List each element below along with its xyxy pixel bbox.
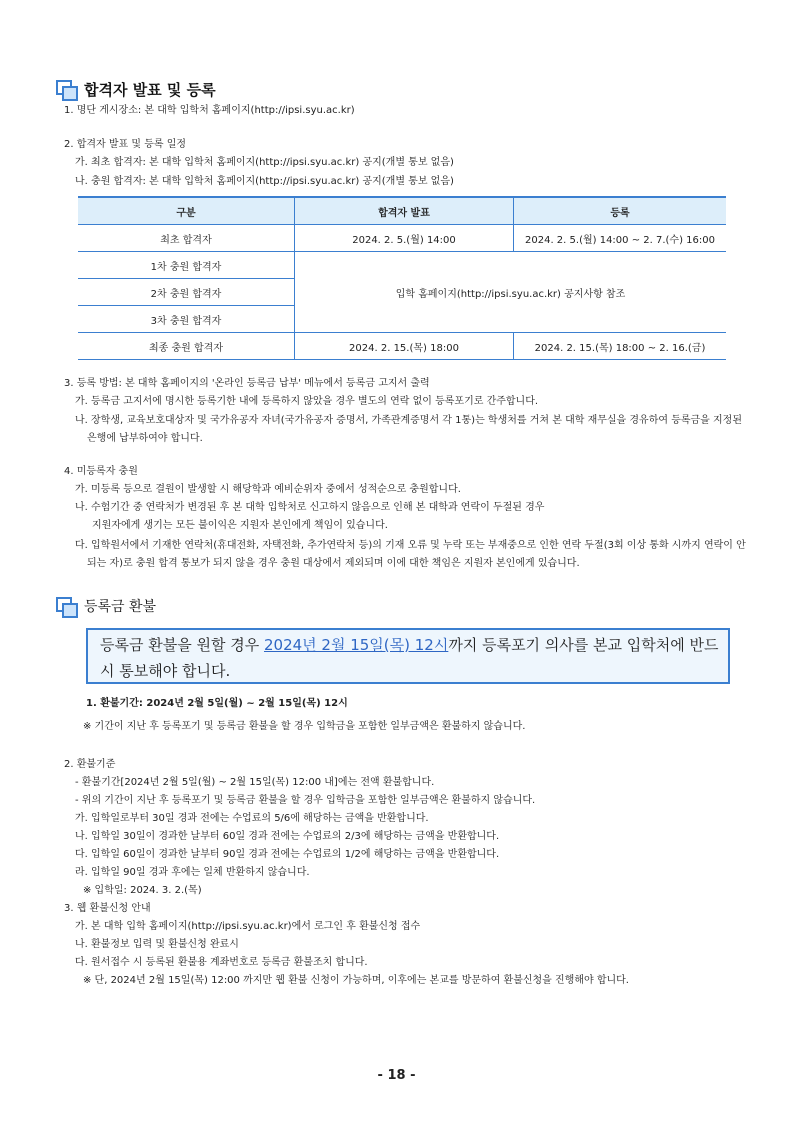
notice-text: 까지 등록포기 의사를 본교 입학처에 반드시 통보해야 합니다. bbox=[100, 636, 719, 680]
section-heading-admission bbox=[56, 79, 216, 100]
notice-deadline: 2024년 2월 15일(목) 12시 bbox=[263, 636, 449, 654]
notice-text: 등록금 환불을 원할 경우 bbox=[100, 636, 264, 654]
page-number: - 18 - bbox=[377, 1068, 416, 1083]
table-row bbox=[78, 333, 726, 360]
table-row bbox=[78, 225, 726, 252]
note: ※ 입학일: 2024. 3. 2.(목) bbox=[83, 885, 202, 896]
list-item: 4. 미등록자 충원 bbox=[64, 466, 138, 477]
table-cell: 1차 충원 합격자 bbox=[78, 252, 295, 279]
list-item: 1. 환불기간: 2024년 2월 5일(월) ~ 2월 15일(목) 12시 bbox=[86, 698, 348, 709]
list-item: 나. 충원 합격자: 본 대학 입학처 홈페이지(http://ipsi.syu.ac.kr) 공지(개별 통보 없음) bbox=[75, 176, 454, 187]
schedule-table bbox=[78, 196, 726, 360]
table-cell: 2024. 2. 15.(목) 18:00 ~ 2. 16.(금) bbox=[514, 333, 727, 360]
table-header-row bbox=[78, 197, 726, 225]
list-item: 2. 합격자 발표 및 등록 일정 bbox=[64, 139, 187, 150]
section-square-icon bbox=[56, 597, 76, 616]
table-header: 구분 bbox=[78, 197, 295, 225]
list-item: 가. 본 대학 입학 홈페이지(http://ipsi.syu.ac.kr)에서 로그인 후 환불신청 접수 bbox=[75, 921, 421, 932]
list-item: 라. 입학일 90일 경과 후에는 일체 반환하지 않습니다. bbox=[75, 867, 310, 878]
table-cell: 2차 충원 합격자 bbox=[78, 279, 295, 306]
refund-notice-box bbox=[86, 628, 730, 684]
table-cell: 2024. 2. 5.(월) 14:00 ~ 2. 7.(수) 16:00 bbox=[514, 225, 727, 252]
table-cell: 2024. 2. 5.(월) 14:00 bbox=[295, 225, 514, 252]
list-item: - 위의 기간이 지난 후 등록포기 및 등록금 환불을 할 경우 입학금을 포함한 일부금액은 환불하지 않습니다. bbox=[75, 795, 536, 806]
list-item: 3. 등록 방법: 본 대학 홈페이지의 '온라인 등록금 납부' 메뉴에서 등록금 고지서 출력 bbox=[64, 378, 430, 389]
list-item: 나. 장학생, 교육보호대상자 및 국가유공자 자녀(국가유공자 증명서, 가족관계증명서 각 1통)는 학생처를 거쳐 본 대학 재무실을 경유하여 등록금을 지정된 은행에 납부하여야 합니다. bbox=[75, 415, 742, 444]
table-cell: 최종 충원 합격자 bbox=[78, 333, 295, 360]
note: ※ 단, 2024년 2월 15일(목) 12:00 까지만 웹 환불 신청이 가능하며, 이후에는 본교를 방문하여 환불신청을 진행해야 합니다. bbox=[83, 975, 629, 986]
table-row bbox=[78, 252, 726, 279]
table-cell: 최초 합격자 bbox=[78, 225, 295, 252]
section-heading-refund bbox=[56, 596, 156, 616]
list-item: - 환불기간[2024년 2월 5일(월) ~ 2월 15일(목) 12:00 내]에는 전액 환불합니다. bbox=[75, 777, 435, 788]
list-item: 지원자에게 생기는 모든 불이익은 지원자 본인에게 책임이 있습니다. bbox=[92, 520, 388, 531]
list-item: 다. 원서접수 시 등록된 환불용 계좌번호로 등록금 환불조치 합니다. bbox=[75, 957, 368, 968]
table-cell: 3차 충원 합격자 bbox=[78, 306, 295, 333]
list-item: 가. 미등록 등으로 결원이 발생할 시 해당학과 예비순위자 중에서 성적순으로 충원합니다. bbox=[75, 484, 461, 495]
list-item: 가. 입학일로부터 30일 경과 전에는 수업료의 5/6에 해당하는 금액을 반환합니다. bbox=[75, 813, 429, 824]
list-item: 가. 최초 합격자: 본 대학 입학처 홈페이지(http://ipsi.syu.ac.kr) 공지(개별 통보 없음) bbox=[75, 157, 454, 168]
list-item: 나. 입학일 30일이 경과한 날부터 60일 경과 전에는 수업료의 2/3에 해당하는 금액을 반환합니다. bbox=[75, 831, 500, 842]
table-merged-cell: 입학 홈페이지(http://ipsi.syu.ac.kr) 공지사항 참조 bbox=[295, 252, 727, 333]
list-item: 1. 명단 게시장소: 본 대학 입학처 홈페이지(http://ipsi.syu.ac.kr) bbox=[64, 105, 355, 116]
list-item: 다. 입학원서에서 기재한 연락처(휴대전화, 자택전화, 추가연락처 등)의 기재 오류 및 누락 또는 부재중으로 인한 연락 두절(3회 이상 통화 시까지 연락이 안되는 자)로 충원 합격 통보가 되지 않을 경우 충원 대상에서 제외되며 이에 대한 책임은 지원자 본인에게 있습니다. bbox=[75, 540, 746, 569]
list-item: 다. 입학일 60일이 경과한 날부터 90일 경과 전에는 수업료의 1/2에 해당하는 금액을 반환합니다. bbox=[75, 849, 500, 860]
list-item: 나. 수험기간 중 연락처가 변경된 후 본 대학 입학처로 신고하지 않음으로 인해 본 대학과 연락이 두절된 경우 bbox=[75, 502, 545, 513]
table-header: 등록 bbox=[514, 197, 727, 225]
note: ※ 기간이 지난 후 등록포기 및 등록금 환불을 할 경우 입학금을 포함한 일부금액은 환불하지 않습니다. bbox=[83, 721, 526, 732]
section-title: 합격자 발표 및 등록 bbox=[84, 81, 216, 99]
section-title: 등록금 환불 bbox=[84, 599, 157, 615]
list-item: 나. 환불정보 입력 및 환불신청 완료시 bbox=[75, 939, 239, 950]
table-header: 합격자 발표 bbox=[295, 197, 514, 225]
list-item: 3. 웹 환불신청 안내 bbox=[64, 903, 151, 914]
list-item: 가. 등록금 고지서에 명시한 등록기한 내에 등록하지 않았을 경우 별도의 연락 없이 등록포기로 간주합니다. bbox=[75, 396, 539, 407]
table-cell: 2024. 2. 15.(목) 18:00 bbox=[295, 333, 514, 360]
list-item: 2. 환불기준 bbox=[64, 759, 116, 770]
section-square-icon bbox=[56, 80, 76, 99]
